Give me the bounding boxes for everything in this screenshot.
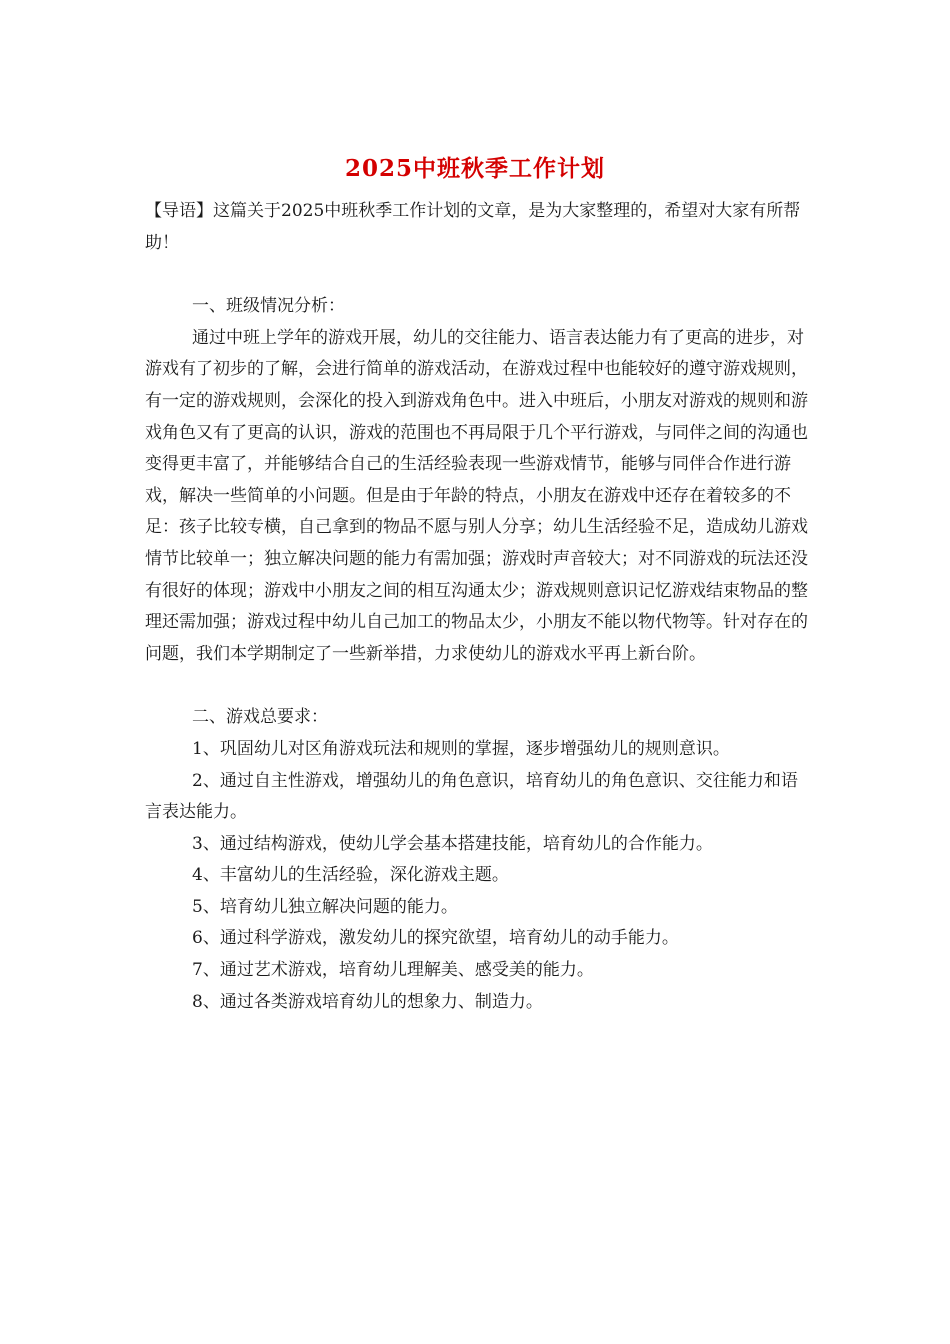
requirement-item-2: 2、通过自主性游戏，增强幼儿的角色意识，培育幼儿的角色意识、交往能力和语言表达能力。 [145,770,798,823]
requirement-item-6: 6、通过科学游戏，激发幼儿的探究欲望，培育幼儿的动手能力。 [192,928,679,949]
section-heading-1: 一、班级情况分析： [192,296,345,317]
section-1-paragraph: 通过中班上学年的游戏开展，幼儿的交往能力、语言表达能力有了更高的进步，对游戏有了初步的了解，会进行简单的游戏活动，在游戏过程中也能较好的遵守游戏规则，有一定的游戏规则，会深化的投入到游戏角色中。进入中班后，小朋友对游戏的规则和游戏角色又有了更高的认识，游戏的范围也不再局限于几个平行游戏，与同伴之间的沟通也变得更丰富了，并能够结合自己的生活经验表现一些游戏情节，能够与同伴合作进行游戏，解决一些简单的小问题。但是由于年龄的特点，小朋友在游戏中还存在着较多的不足：孩子比较专横，自己拿到的物品不愿与别人分享；幼儿生活经验不足，造成幼儿游戏情节比较单一；独立解决问题的能力有需加强；游戏时声音较大；对不同游戏的玩法还没有很好的体现；游戏中小朋友之间的相互沟通太少；游戏规则意识记忆游戏结束物品的整理还需加强；游戏过程中幼儿自己加工的物品太少，小朋友不能以物代物等。针对存在的问题，我们本学期制定了一些新举措，力求使幼儿的游戏水平再上新台阶。 [145,327,808,664]
requirement-item-1: 1、巩固幼儿对区角游戏玩法和规则的掌握，逐步增强幼儿的规则意识。 [192,738,730,759]
requirement-item-4: 4、丰富幼儿的生活经验，深化游戏主题。 [192,865,509,886]
document-body [145,196,810,1018]
document-title: 2025中班秋季工作计划 [344,155,605,182]
requirement-item-5: 5、培育幼儿独立解决问题的能力。 [192,896,458,917]
spacer [145,670,810,702]
spacer [145,259,810,291]
requirement-item-7: 7、通过艺术游戏，培育幼儿理解美、感受美的能力。 [192,960,594,981]
requirement-item-8: 8、通过各类游戏培育幼儿的想象力、制造力。 [192,991,543,1012]
intro-paragraph: 【导语】这篇关于2025中班秋季工作计划的文章，是为大家整理的，希望对大家有所帮助！ [145,201,801,253]
section-heading-2: 二、游戏总要求： [192,707,328,728]
requirement-item-3: 3、通过结构游戏，使幼儿学会基本搭建技能，培育幼儿的合作能力。 [192,833,713,854]
